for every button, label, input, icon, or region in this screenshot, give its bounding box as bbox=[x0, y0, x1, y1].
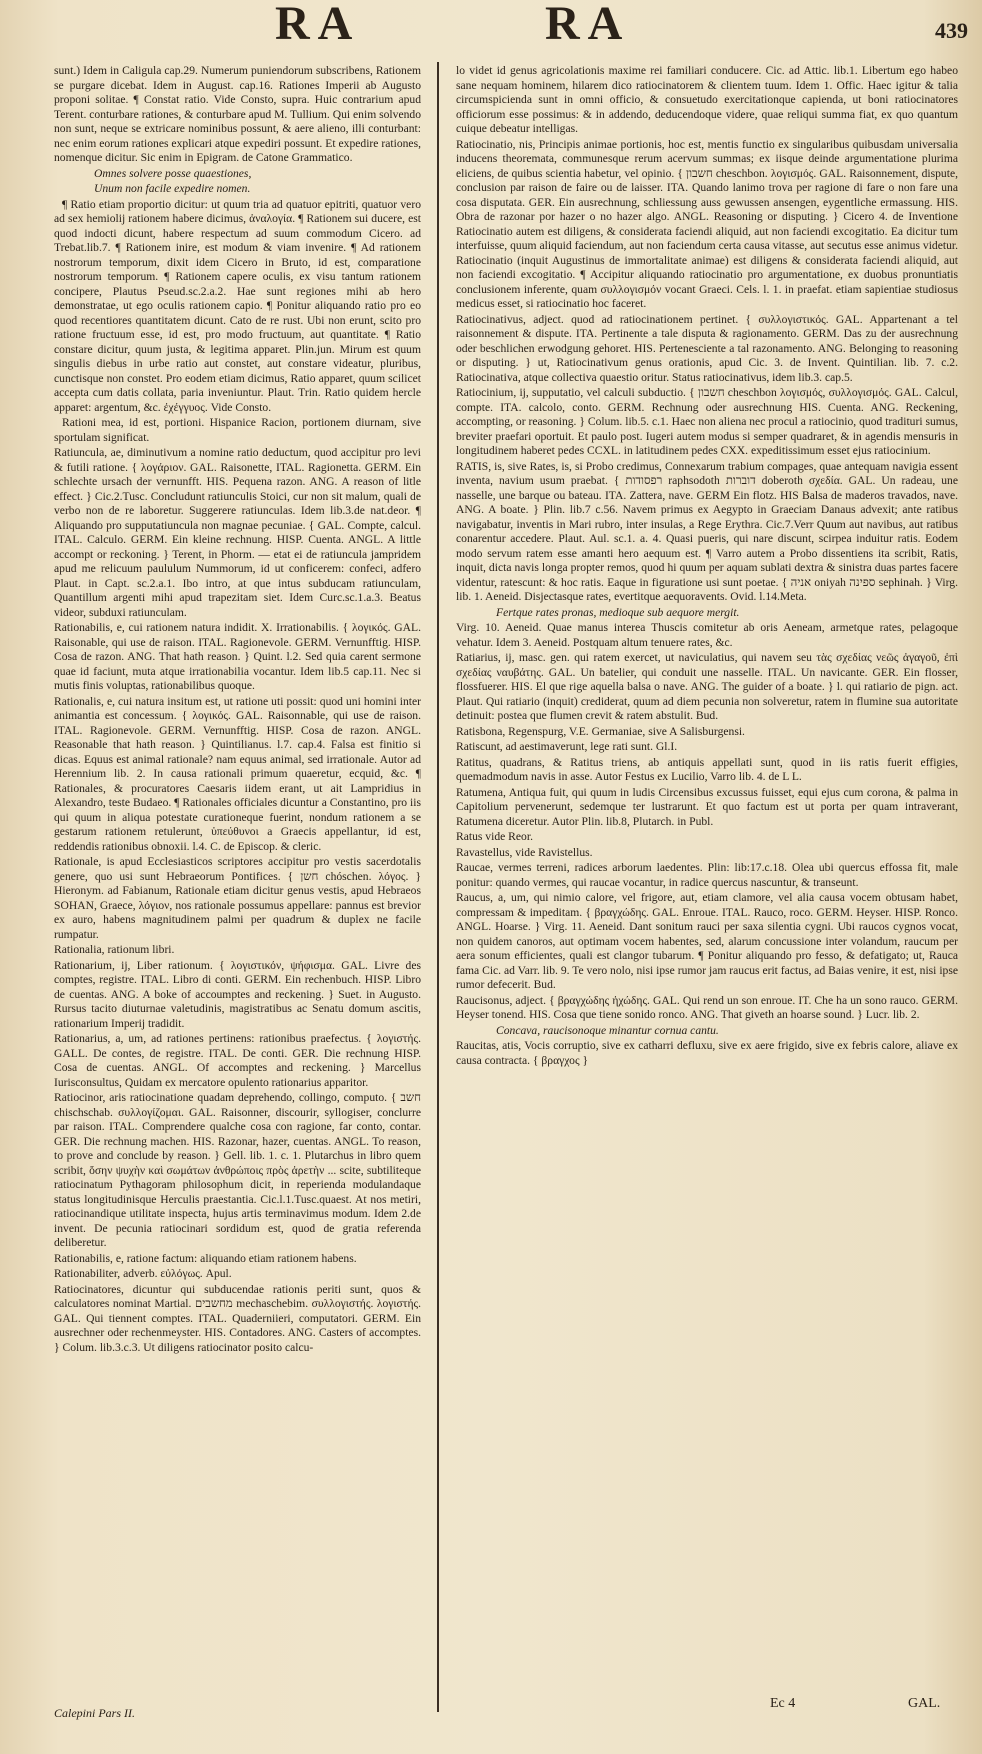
entry-raucitas: Raucitas, atis, Vocis corruptio, sive ex catharri defluxu, sive ex aere frigido, sive ex febris calore, aliave ex causa contracta. { βραγχος } bbox=[456, 1039, 958, 1067]
entry-ratiocinium: Ratiocinium, ij, supputatio, vel calculi subductio. { חשבון cheschbon λογισμός, συλλογισμός. GAL. Calcul, compte. ITA. calcolo, conto. GERM. Rechnung oder ausrechnung HIS. Cuenta. ANG. Reckening, accompting, or reasoning. } Colum. lib.5. c.1. Haec non aliena nec procul a ratiocinio, quod tradituri sumus, breviter praefari oportuit. Et paulo post. Iugeri autem modus si semper quadraret, & in agendis mensuris in longitudinem haberet pedes CCXL. in latitudinem pedes CXX. expeditissimum esset ejus ratiocinium. bbox=[456, 386, 958, 457]
entry-text: sunt.) Idem in Caligula cap.29. Numerum puniendorum subscribens, Rationem se purgare dicebat. Idem in August. cap.16. Rationes Imperii ab Augusto proponi solitae. ¶ Constat ratio. Vide Consto, supra. Huic contrarium apud Terent. conturbare rationes, & conturbare apud M. Tullium. Qui enim solvendo non sunt, neque se extricare nominibus possunt, & aere alieno, illi conturbant: nec enim eorum rationes explicari atque expediri possunt. Et expedire rationes, nomenque dicitur. Sic enim in Epigram. de Catone Grammatico. bbox=[54, 64, 421, 164]
entry-rationarium: Rationarium, ij, Liber rationum. { λογιστικόν, ψήφισμα. GAL. Livre des comptes, registre. ITAL. Libro di conti. GERM. Ein rechenbuch. HISP. Libro de cuentas. ANG. A boke of accoumptes and reckening. } Suet. in Augusto. Rursus tacito diuturnae valetudinis, magistratibus ac Senatu domum ascitis, rationarium Imperij tradidit. bbox=[54, 958, 421, 1030]
entry-rationabiliter: Rationabiliter, adverb. εὐλόγως. Apul. bbox=[54, 1267, 232, 1280]
entry-ratitus: Ratitus, quadrans, & Ratitus triens, ab antiquis appellati sunt, quod in iis ratis fuerit effigies, quemadmodum navis in asse. Autor Festus ex Lucilio, Varro lib. 4. de L L. bbox=[456, 755, 958, 783]
entry-rationalia: Rationalia, rationum libri. bbox=[54, 943, 175, 956]
entry-ratiocinatio: Ratiocinatio, nis, Principis animae portionis, hoc est, mentis functio ex singularibus quibusdam universalia inducens theoremata, communesque rerum acervum summas; ex iisque deinde argumentatione plurima eliciens, de quibus scientia habetur, vel opinio. { חשבון cheschbon. λογισμός. GAL. Raisonnement, dispute, conclusion par raison de faire ou de laisser. ITA. Quando lanimo trova per ragione di fare o non fare una cosa disputata. GER. Ein ausrechnung, schliessung auss gewussen ansengen, eygentliche ermassung. HIS. Obra de razonar por hazer o no hazer algo. ANGL. Reasoning or disputing. } Cicero 4. de Inventione Ratiocinatio autem est diligens, & considerata faciendi aliquid, aut non faciendi excogitatio. Ea dicitur tum interfuisse, quum aliquid faciendum, aut non faciendum certa causa vitasse, aut secutus esse animus videtur. Ratiocinatio (inquit Augustinus de immortalitate animae) est diligens & considerata faciendi aliquid, aut non faciendi excogitatio. ¶ Accipitur aliquando ratiocinatio pro argumentatione, ex duobus pronuntiatis conclusionem inferente, quam συλλογισμόν vocant Graeci. Cels. l. 1. in praefat. etiam sapientiae studiosus medicus esset, si ratiocinatio hoc faceret. bbox=[456, 137, 958, 310]
entry-ratiscunt: Ratiscunt, ad aestimaverunt, lege rati sunt. Gl.I. bbox=[456, 740, 678, 753]
entry-raucae: Raucae, vermes terreni, radices arborum laedentes. Plin: lib:17.c.18. Olea ubi quercus effossa fit, male ponitur: quando vermes, qui raucae vocantur, in radice quercus nascuntur, & transeunt. bbox=[456, 861, 958, 889]
column-rule bbox=[437, 62, 439, 1712]
entry-ratis: RATIS, is, sive Rates, is, si Probo credimus, Connexarum trabium compages, quae antequam navigia essent inventa, navium usum praebat. { רפסודות raphsodoth דוברות doberoth σχεδία. GAL. Un radeau, une nasselle, une barque ou bateau. ITA. Zattera, nave. GERM Ein flotz. HIS Balsa de maderos travados, nave. ANG. A boate. } Plin. lib.7 c.56. Navem primus ex Aegypto in Graeciam Danaus advexit; ante ratibus navigabatur, inventis in Mari rubro, inter insulas, a Rege Erythra. Cic.7.Verr Quum aut navibus, aut ratibus conarentur accedere. Plaut. Aul. sc.1. a. 4. Quasi pueris, qui nare discunt, scirpea induitur ratis. Eodem modo servum ratem esse amanti hero aequum est. ¶ Varro autem a Probo dissentiens ita scribit, Ratis, inquit, dicta navis longa propter remos, quod hi quum per aquam sublati dextra & sinistra duas partes facere videntur, ratescunt: & hoc ratis. Eaque in figuratione usi sunt poetae. { אניה oniyah ספינה sephinah. } Virg. lib. 1. Aeneid. Disjectasque rates, evertitque aequoravents. Ovid. l.14.Meta. bbox=[456, 459, 958, 603]
entry-ratiuncula: Ratiuncula, ae, diminutivum a nomine ratio deductum, quod accipitur pro levi & futili ratione. { λογάριον. GAL. Raisonette, ITAL. Ragionetta. GERM. Ein schlechte ursach der vernunfft. HIS. Pequena razon. ANG. A reason of litle effect. } Cic.2.Tusc. Concludunt ratiunculis Stoici, cur non sit malum, quali de verbo non de re laboretur. Suggerere ratiunculas. Idem lib.3.de nat.deor. ¶ Aliquando pro supputatiuncula non magnae pecuniae. { GAL. Compte, calcul. ITAL. Calculo. GERM. Ein kleine rechnung. HISP. Cuenta. ANGL. A little accompt or reckoning. } Terent, in Phorm. — etat ei de ratiuncula jampridem apud me relicuum paululum Nummorum, id ut conficerem: confeci, adfero Plaut. in Capt. sc.2.a.1. Ibo intro, at que intus subducam ratiunculam, Quantillum argenti mihi apud trapezitam siet. Idem Curc.sc.1.a.3. Beatus videor, subduxi ratiunculam. bbox=[54, 446, 421, 619]
entry-ratiarius: Ratiarius, ij, masc. gen. qui ratem exercet, ut naviculatius, qui navem seu τὰς σχεδίας νεῶς ἀγαγοῦ, ἐπὶ σχεδίας ναυβάτης. GAL. Un batelier, qui conduit une nasselle. ITAL. Un navicante. GER. Ein flosser, flossfuerer. HIS. El que rige aquella balsa o nave. ANG. The guider of a boate. } l. qui ratiario de pign. act. Plaut. Qui ratiario (inquit) crediderat, quum ad diem pecunia non solveretur, ratem in flumine sua autoritate detinuit: postea que flumen crevit & ratem abstulit. Bud. bbox=[456, 651, 958, 722]
verse-line: Concava, raucisonoque minantur cornua cantu. bbox=[496, 1023, 719, 1037]
entry-rationarius: Rationarius, a, um, ad rationes pertinens: rationibus praefectus. { λογιστής. GALL. De contes, de registre. ITAL. De conti. GER. Die rechnung HISP. Cosa de cuentas. ANGL. Of accomptes and reckening. } Marcellus Iurisconsultus, Quidam ex mercatore opulento rationarius apparitor. bbox=[54, 1032, 421, 1089]
entry-ratiocinatores: Ratiocinatores, dicuntur qui subducendae rationis periti sunt, quos & calculatores nominat Martial. מחשבים mechaschebim. συλλογιστής. λογιστής. GAL. Qui tiennent comptes. ITAL. Quaderniieri, computatori. GERM. Ein ausrechner oder rechenmeyster. HIS. Contadores. ANG. Casters of accomptes. } Colum. lib.3.c.3. Ut diligens ratiocinator posito calcu- bbox=[54, 1282, 421, 1354]
entry-ratiocinor: Ratiocinor, aris ratiocinatione quadam deprehendo, collingo, computo. { חשב chischschab. συλλογίζομαι. GAL. Raisonner, discourir, syllogiser, conclurre par raison. ITAL. Comprendere qualche cosa con ragione, far conto, contar. GER. Die rechnung machen. HIS. Razonar, hazer, cuentas. ANGL. To reason, to prove and conclude by reason. } Gell. lib. 1. c. 1. Plutarchus in libro quem scribit, ὅσην ψυχὴν καὶ σωμάτων ἀνθρώποις πρὸς ἀρετὴν ... scite, subtiliteque ratiocinatum Pythagoram philosophum dicit, in reperienda modulandaque status longitudinisque Herculis praestantia. Cic.l.1.Tusc.quaest. At nos metiri, ratiocinandique utilitate inspecta, hujus artis terminavimus modum. Idem 2.de invent. De pecunia ratiocinari sordidum est, quod de gratia referenda deliberetur. bbox=[54, 1091, 421, 1249]
catchword: GAL. bbox=[908, 1696, 941, 1711]
entry-text: ¶ Ratio etiam proportio dicitur: ut quum tria ad quatuor epitriti, quatuor vero ad sex hemiolij rationem habere dicimus, ἀναλογία. ¶ Rationem sui ducere, est quod indocti dicunt, habere respectum ad suum commodum Cicero. ad Trebat.lib.7. ¶ Rationem inire, est modum & viam invenire. ¶ Ad rationem nostrorum temporum, dixit idem Cicero in Bruto, id est, comparatione nostrorum temporum. ¶ Rationem capere oculis, ex visu tantum rationem concipere, Plautus Pseud.sc.2.a.2. Hae sunt regiones mihi ab hero demonstratae, ut ego oculis rationem capio. ¶ Ponitur aliquando ratio pro eo quod recentiores quantitatem dicunt. Cato de re rust. Ubi non erunt, scito pro ratione fructuum esse, id est, pro modo fructuum, aut quantitate. ¶ Ratio constare dicitur, quum justa, & legitima apparet. Plin.jun. Mirum est quum singulis diebus in urbe ratio aut constet, aut constare videatur, pluribus, cunctisque non constet. Pro eodem etiam dicimus, Ratio apparet, quum scilicet accepta cum datis collata, paria inveniuntur. Plaut. Trin. Ratio quidem hercle apparet: argentum, &c. ἐχέγγυος. Vide Consto. bbox=[54, 197, 421, 414]
volume-footer: Calepini Pars II. bbox=[54, 1706, 135, 1720]
verse-line: Unum non facile expedire nomen. bbox=[94, 182, 251, 195]
left-column bbox=[54, 64, 421, 1704]
left-running-head: RA bbox=[275, 0, 361, 50]
entry-text: Virg. 10. Aeneid. Quae manus interea Thuscis comitetur ab oris Aeneam, armetque rates, pelagoque vehatur. Idem 3. Aeneid. Postquam altum tenuere rates, &c. bbox=[456, 621, 958, 649]
verse-line: Fertque rates pronas, medioque sub aequore mergit. bbox=[496, 605, 740, 619]
entry-rationalis: Rationalis, e, cui natura insitum est, ut ratione uti possit: quod uni homini inter animantia est concessum. { λογικός. GAL. Raisonnable, qui use de raison. ITAL. Ragionevole. GERM. Vernunfftig. HISP. Cosa de razon. ANGL. Reasonable that hath reason. } Quintilianus. l.7. cap.4. Falsa est finitio si dicas. Equus est animal rationale? nam equus animal, sed irrationale. Autor ad Herennium lib. 2. In causa rationali primum quaeretur, ecquid, &c. ¶ Rationales, & procuratores Caesaris iidem erant, ut ait Lampridius in Alexandro, teste Budaeo. ¶ Rationales officiales dicuntur a Constantino, pro iis qui quum in aliqua potestate curationeque fuerint, nondum rationem a se gestarum rationem retulerunt, ὑπεύθυνοι a Graecis appellantur, id est, reddendis rationibus obnoxii. l.4. C. de Episcop. & cleric. bbox=[54, 694, 421, 853]
entry-ratiocinativus: Ratiocinativus, adject. quod ad ratiocinationem pertinet. { συλλογιστικός. GAL. Appartenant a tel raisonnement & dispute. ITA. Pertinente a tale disputa & ragionamento. GERM. Das zu der ausrechnung oder beschlichen erwodgung gehoret. HIS. Pertenesciente a tal razonamento. ANG. Belonging to reasoning or disputing. } ut, Ratiocinativum genus orationis, apud Cic. 3. de Invent. Quintilian. lib. 7. c.2. Ratiocinativa, atque collectiva quaestio oritur. Status ratiocinativus, idem lib.3. cap.5. bbox=[456, 312, 958, 384]
entry-raucus: Raucus, a, um, qui nimio calore, vel frigore, aut, etiam clamore, vel alia causa vocem obtusam habet, compressam & impeditam. { βραγχώδης. GAL. Enroue. ITAL. Rauco, roco. GERM. Heyser. HISP. Ronco. ANGL. Hoarse. } Virg. 11. Aeneid. Dant sonitum rauci per saxa silentia cygni. Ubi raucos cygnos vocat, non quidem canoros, aut optimam vocem habentes, sed, alarum concussione inter volandum, raucum per aera sonum efficientes, quali est clangor tubarum. ¶ Ponitur aliquando pro fesso, & defatigato; ut, Rauca fama Cic. ad Varr. lib. 9. Te vero nolo, nisi ipse rumor jam raucus erit factus, ad Baias venire, it est, nisi ipse rumor defecerit. Bud. bbox=[456, 891, 958, 991]
entry-rationale: Rationale, is apud Ecclesiasticos scriptores accipitur pro vestis sacerdotalis genere, quo usi sunt Hebraeorum Pontifices. { חשן chóschen. λόγος. } Hieronym. ad Fabianum, Rationale etiam dicitur genus vestis, apud Hebraeos SOHAN, Graece, λόγιον, nos rationale possumus appellare: pannus est brevior ex auro, habens magnitudinem palmi per quadrum & duplex ne facile rumpatur. bbox=[54, 855, 421, 941]
entry-ratisbona: Ratisbona, Regenspurg, V.E. Germaniae, sive A Salisburgensi. bbox=[456, 724, 745, 738]
verse-line: Omnes solvere posse quaestiones, bbox=[94, 166, 252, 180]
entry-text: lo videt id genus agricolationis maxime rei familiari conducere. Cic. ad Attic. lib.1. Libertum ego habeo sane nequam hominem, hilarem dico ratiocinatorem & clientem tuum. Idem 1. Offic. Haec igitur & talia circumspicienda sunt in omni officio, & consuetudo exercitationque capienda, ut boni ratiocinatores officiorum esse possimus: & in addendo, deducendoque videre, quae reliqui summa fiat, ex quo quantum cuique debeatur intelligas. bbox=[456, 64, 958, 135]
page-number: 439 bbox=[935, 18, 968, 43]
signature-mark: Ec 4 bbox=[770, 1696, 796, 1711]
entry-rationabilis-2: Rationabilis, e, ratione factum: aliquando etiam rationem habens. bbox=[54, 1251, 357, 1265]
entry-raucisonus: Raucisonus, adject. { βραγχώδης ἠχώδης. GAL. Qui rend un son enroue. IT. Che ha un sono rauco. GERM. Heyser tonend. HIS. Cosa que tiene sonido ronco. ANG. That giveth an hoarse sound. } Lucr. lib. 2. bbox=[456, 993, 958, 1021]
entry-ratus: Ratus vide Reor. bbox=[456, 830, 533, 843]
entry-rationabilis: Rationabilis, e, cui rationem natura indidit. X. Irrationabilis. { λογικός. GAL. Raisonable, qui use de raison. ITAL. Ragionevole. GERM. Vernunfftig. HISP. Cosa de razon. ANG. That hath reason. } Quint. l.2. Sed quia carent sermone quae id faciunt, muta atque irrationabilia vocantur. Idem lib.5 cap.11. Nec si mutis finis voluptas, rationabilibus quoque. bbox=[54, 621, 421, 692]
right-column bbox=[456, 64, 958, 1682]
running-head bbox=[0, 0, 982, 62]
entry-ravastellus: Ravastellus, vide Ravistellus. bbox=[456, 845, 593, 859]
entry-rationi: Rationi mea, id est, portioni. Hispanice Racion, portionem diurnam, sive sportulam significat. bbox=[54, 416, 421, 444]
right-running-head: RA bbox=[545, 0, 631, 50]
entry-ratumena: Ratumena, Antiqua fuit, qui quum in ludis Circensibus excussus fuisset, equi ejus cum corona, & palma in Capitolium pervenerunt, sedemque ter lustrarunt. Et quo factum est ut porta per quam intraverant, Ratumena diceretur. Autor Plin. lib.8, Plutarch. in Publ. bbox=[456, 785, 958, 828]
